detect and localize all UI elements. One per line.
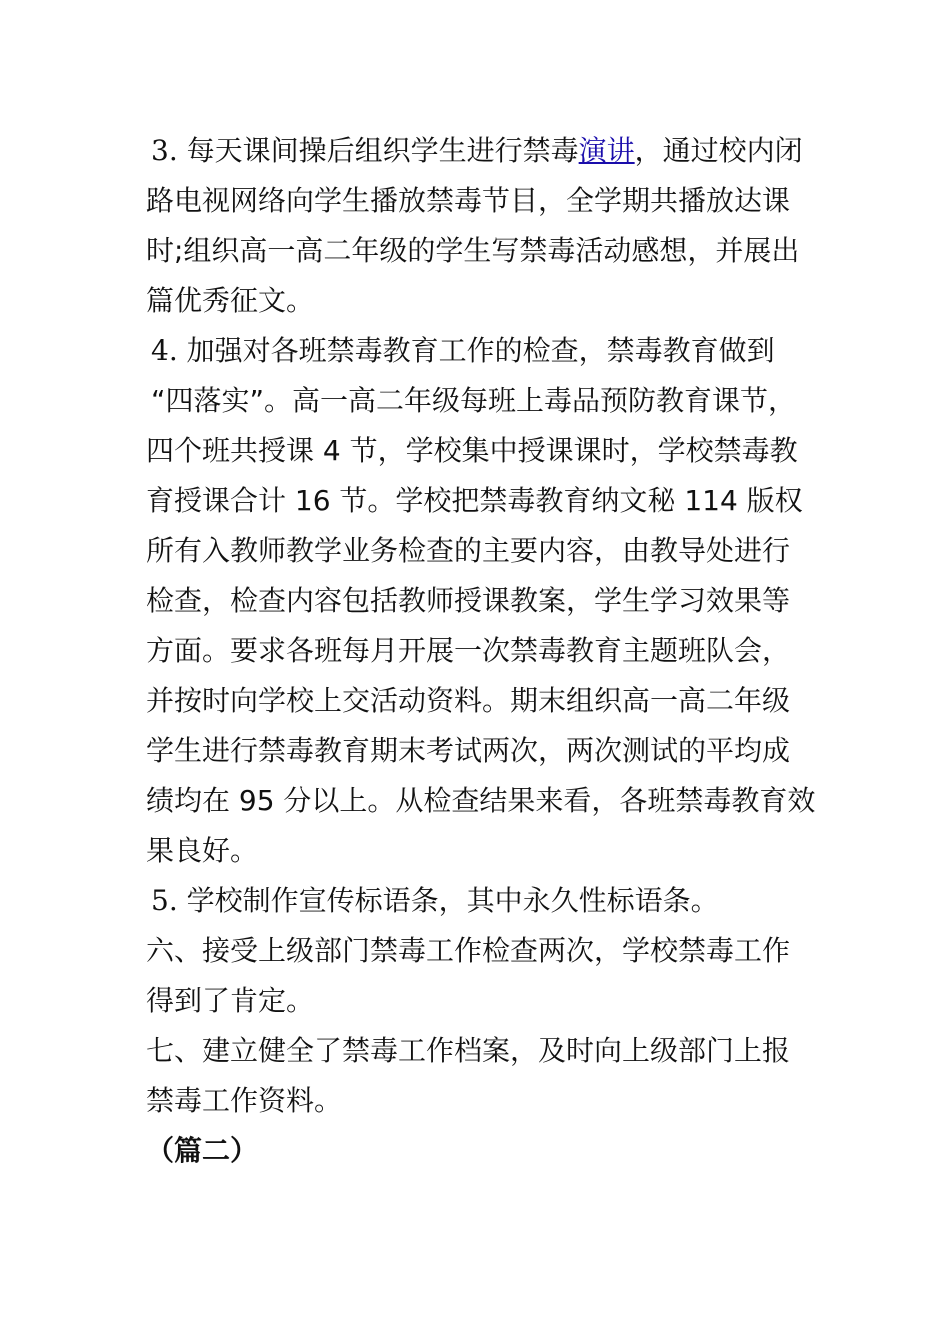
item3-line1 — [151, 133, 803, 169]
item4-line3: 四个班共授课 4 节，学校集中授课课时，学校禁毒教 — [146, 434, 798, 467]
section7-line1: 七、建立健全了禁毒工作档案，及时向上级部门上报 — [146, 1034, 791, 1067]
section6-line1: 六、接受上级部门禁毒工作检查两次，学校禁毒工作 — [146, 934, 791, 967]
item4-line10: 绩均在 95 分以上。从检查结果来看，各班禁毒教育效 — [146, 784, 816, 817]
item4-number: 4. — [151, 334, 178, 367]
item3-line2: 路电视网络向学生播放禁毒节目，全学期共播放达课 — [146, 184, 791, 217]
item4-line1 — [151, 333, 775, 369]
item3-number: 3. — [151, 134, 178, 167]
item5-line1 — [151, 883, 719, 919]
item3-line4: 篇优秀征文。 — [146, 284, 315, 317]
section7-line2: 禁毒工作资料。 — [146, 1084, 343, 1117]
item4-line8: 并按时向学校上交活动资料。期末组织高一高二年级 — [146, 684, 791, 717]
item5-number: 5. — [151, 884, 178, 917]
section6-line2: 得到了肯定。 — [146, 984, 315, 1017]
item4-line9: 学生进行禁毒教育期末考试两次，两次测试的平均成 — [146, 734, 791, 767]
item4-line11: 果良好。 — [146, 834, 259, 867]
speech-link[interactable]: 演讲 — [578, 134, 635, 167]
item4-line1-text: 加强对各班禁毒教育工作的检查，禁毒教育做到 — [186, 334, 775, 367]
item5-line1-text: 学校制作宣传标语条，其中永久性标语条。 — [186, 884, 719, 917]
item3-line3: 时;组织高一高二年级的学生写禁毒活动感想，并展出 — [146, 234, 800, 267]
item4-line5: 所有入教师教学业务检查的主要内容，由教导处进行 — [146, 534, 791, 567]
item4-line6: 检查，检查内容包括教师授课教案，学生学习效果等 — [146, 584, 791, 617]
section-heading: （篇二） — [146, 1134, 259, 1167]
item4-line2: “四落实”。高一高二年级每班上毒品预防教育课节， — [151, 384, 797, 417]
item4-line7: 方面。要求各班每月开展一次禁毒教育主题班队会， — [146, 634, 791, 667]
item4-line4: 育授课合计 16 节。学校把禁毒教育纳文秘 114 版权 — [146, 484, 803, 517]
item3-text-before-link: 每天课间操后组织学生进行禁毒 — [186, 134, 579, 167]
item3-text-after-link: ，通过校内闭 — [634, 134, 803, 167]
